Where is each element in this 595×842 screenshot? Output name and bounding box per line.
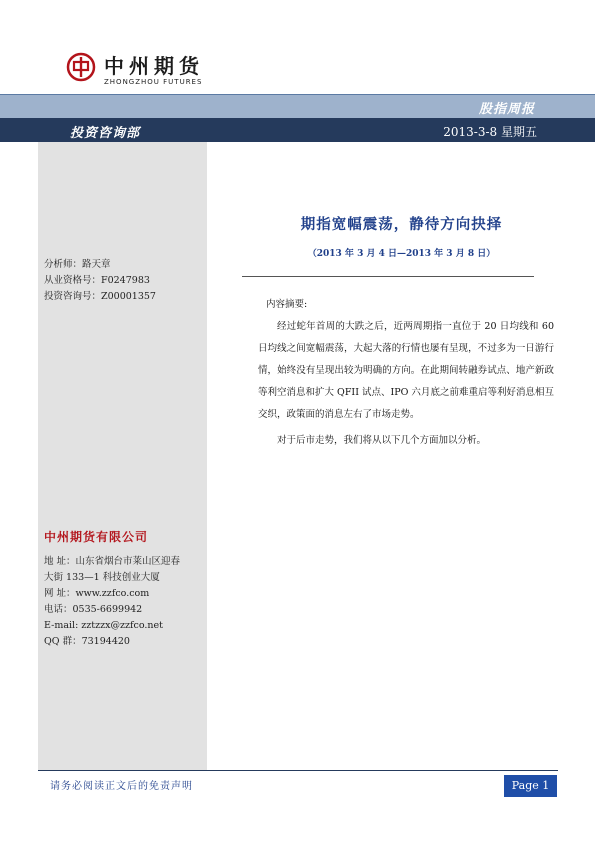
qq-group: QQ 群：73194420 <box>44 636 130 647</box>
title-divider <box>242 276 534 277</box>
analyst-name: 分析师：路天章 <box>44 259 111 270</box>
logo-name-cn: 中州期货 <box>104 54 204 78</box>
page-number: Page 1 <box>504 775 557 797</box>
company-name: 中州期货有限公司 <box>44 530 149 544</box>
report-type: 股指周报 <box>478 102 535 117</box>
report-period: （2013 年 3 月 4 日—2013 年 3 月 8 日） <box>307 249 496 259</box>
header-department-bar <box>0 118 595 142</box>
department-name: 投资咨询部 <box>70 126 141 141</box>
summary-paragraph-1: 经过蛇年首周的大跌之后，近两周期指一直位于 20 日均线和 60 日均线之间宽幅震荡，大起大落的行情也屡有呈现，不过多为一日游行情，始终没有呈现出较为明确的方向。在此期间转融券试点、地产新政等利空消息和扩大 QFII 试点、IPO 六月底之前难重启等利好消息相互交织，政策面的消息左右了市场走势。 <box>258 321 554 420</box>
zhongzhou-logo-icon <box>66 52 96 82</box>
address-line-2: 大街 133—1 科技创业大厦 <box>44 572 160 583</box>
logo-name-en: ZHONGZHOU FUTURES <box>104 78 203 86</box>
advisory-number: 投资咨询号：Z00001357 <box>44 291 156 302</box>
header-report-bar <box>0 94 595 118</box>
company-logo <box>66 50 216 92</box>
analyst-info <box>44 257 156 305</box>
summary-label: 内容摘要: <box>266 299 308 310</box>
sidebar <box>38 142 207 770</box>
email-link[interactable]: E-mail: zztzzx@zzfco.net <box>44 620 163 631</box>
report-title: 期指宽幅震荡，静待方向抉择 <box>300 217 503 233</box>
disclaimer-link[interactable]: 请务必阅读正文后的免责声明 <box>50 781 193 792</box>
company-contact <box>44 554 204 650</box>
footer-divider <box>38 770 558 771</box>
website-link[interactable]: 网 址：www.zzfco.com <box>44 588 150 599</box>
summary-paragraph-2: 对于后市走势，我们将从以下几个方面加以分析。 <box>277 435 487 446</box>
report-date: 2013-3-8 星期五 <box>443 125 537 139</box>
phone-number: 电话：0535-6699942 <box>44 604 143 615</box>
address-line-1: 地 址：山东省烟台市莱山区迎春 <box>44 556 181 567</box>
qualification-number: 从业资格号：F0247983 <box>44 275 150 286</box>
